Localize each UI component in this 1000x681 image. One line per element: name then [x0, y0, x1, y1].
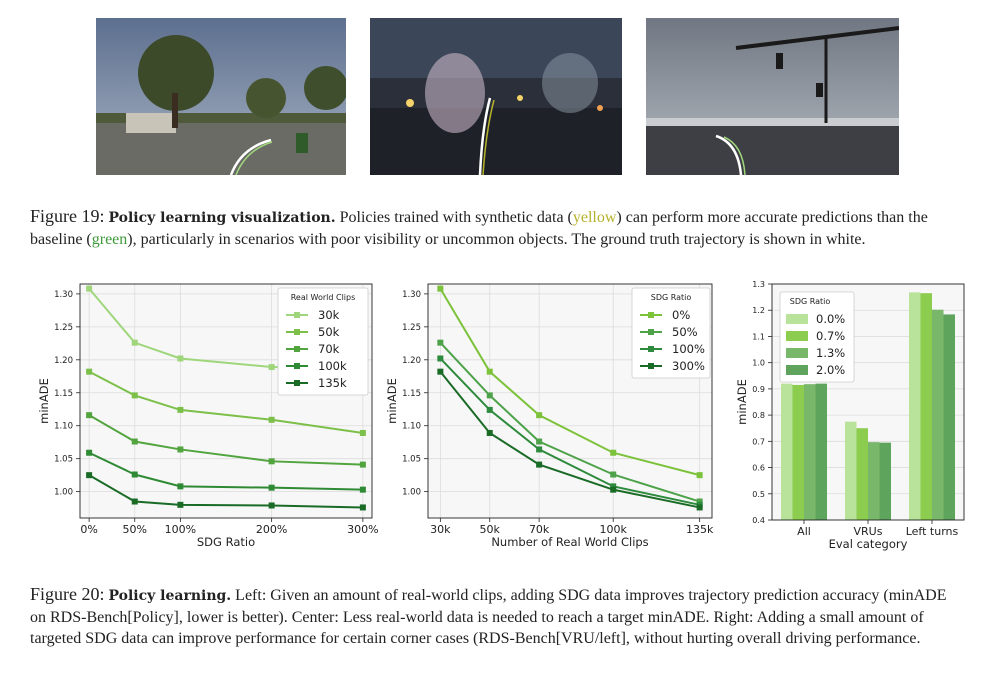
center-chart-x-tick-label: 70k	[528, 523, 550, 536]
left-chart-legend-label: 100k	[318, 359, 347, 373]
center-chart-data-point	[536, 462, 542, 468]
left-chart-x-tick-label: 300%	[347, 523, 379, 536]
left-chart-legend-label: 70k	[318, 342, 340, 356]
right-chart-x-tick-label: VRUs	[853, 525, 883, 538]
right-chart-y-tick-label: 0.5	[752, 489, 765, 499]
center-chart-legend-title: SDG Ratio	[650, 293, 692, 302]
center-chart-y-tick-label: 1.25	[402, 322, 421, 333]
right-chart-legend-label: 0.7%	[816, 329, 846, 343]
center-chart-data-point	[610, 487, 616, 493]
left-chart-data-point	[86, 472, 92, 478]
left-chart-x-tick-label: 50%	[122, 523, 147, 536]
left-chart-y-tick-label: 1.10	[54, 421, 73, 432]
left-chart-x-tick-label: 200%	[255, 523, 288, 536]
center-chart-x-tick-label: 30k	[430, 523, 451, 536]
left-chart-data-point	[269, 364, 275, 370]
right-chart-bar	[857, 428, 869, 520]
chart-minade-by-eval-category	[734, 280, 966, 556]
center-chart-data-point	[536, 439, 542, 445]
left-chart-data-point	[269, 458, 275, 464]
center-chart-data-point	[437, 369, 443, 375]
left-chart-data-point	[360, 504, 366, 510]
left-chart-x-tick-label: 0%	[80, 523, 98, 536]
left-chart-legend-label: 30k	[318, 308, 340, 322]
figure-20-text: Left: Given an amount of real-world clips, adding SDG data improves trajectory prediction accuracy (minADE on RDS-Bench[Policy], lower is better). Center: Less real-world data is needed to reach a target minADE. Right: Adding a small amount of targeted SDG data can improve performance for certain corner cases (RDS-Bench[VRU/left], without hurting overall driving performance.	[30, 587, 947, 647]
left-chart-y-tick-label: 1.15	[54, 388, 73, 399]
left-chart-data-point	[269, 502, 275, 508]
left-chart-data-point	[86, 450, 92, 456]
right-chart-y-tick-label: 0.7	[752, 437, 765, 447]
center-chart-legend-label: 50%	[672, 325, 698, 339]
figure-19-green-word: green	[91, 231, 128, 248]
right-chart-legend-title: SDG Ratio	[789, 297, 831, 306]
left-chart-data-point	[177, 407, 183, 413]
left-chart-data-point	[132, 340, 138, 346]
left-chart-data-point	[177, 502, 183, 508]
left-chart-data-point	[132, 392, 138, 398]
right-chart-y-tick-label: 0.9	[752, 384, 765, 394]
left-chart-data-point	[177, 446, 183, 452]
figure-19-text-c: ), particularly in scenarios with poor visibility or uncommon objects. The ground truth trajectory is shown in white.	[127, 231, 866, 248]
center-chart-x-tick-label: 135k	[685, 523, 714, 536]
chart-minade-vs-real-clips	[384, 280, 724, 556]
left-chart-y-tick-label: 1.05	[54, 454, 73, 465]
figure-19-label: Figure 19:	[30, 206, 105, 226]
center-chart-data-point	[437, 286, 443, 292]
right-chart-x-axis-label: Eval category	[828, 537, 908, 551]
figure-19-text-b: ) can perform more accurate predictions than the baseline (	[30, 209, 928, 248]
center-chart-data-point	[437, 340, 443, 346]
center-chart-legend-swatch-marker	[648, 329, 654, 335]
left-chart-legend-swatch-marker	[294, 363, 300, 369]
left-chart-legend-swatch-marker	[294, 312, 300, 318]
center-chart-data-point	[487, 430, 493, 436]
center-chart-y-tick-label: 1.30	[402, 289, 421, 300]
center-chart-y-tick-label: 1.10	[402, 421, 421, 432]
left-chart-legend-label: 50k	[318, 325, 340, 339]
left-chart-legend-swatch-marker	[294, 380, 300, 386]
center-chart-data-point	[697, 504, 703, 510]
left-chart-y-tick-label: 1.20	[54, 355, 73, 366]
right-chart-bar	[845, 422, 857, 520]
figure-19-yellow-word: yellow	[572, 209, 617, 226]
left-chart-data-point	[269, 417, 275, 423]
center-chart-legend-label: 100%	[672, 342, 705, 356]
left-chart-data-point	[86, 412, 92, 418]
figure-20-label: Figure 20:	[30, 584, 105, 604]
center-chart-data-point	[487, 392, 493, 398]
center-chart-data-point	[697, 472, 703, 478]
right-chart-y-tick-label: 1.1	[752, 332, 765, 342]
center-chart-data-point	[536, 412, 542, 418]
left-chart-legend-swatch-marker	[294, 346, 300, 352]
center-chart-y-tick-label: 1.20	[402, 355, 421, 366]
right-chart-legend-label: 1.3%	[816, 346, 846, 360]
driving-scene-photo-daytime	[96, 18, 346, 175]
right-chart-x-tick-label: All	[797, 525, 811, 538]
left-chart-legend-label: 135k	[318, 376, 347, 390]
center-chart-legend-label: 0%	[672, 308, 691, 322]
right-chart-legend-swatch	[786, 314, 808, 324]
left-chart-data-point	[269, 485, 275, 491]
right-chart-bar	[816, 384, 828, 520]
left-chart-data-point	[132, 439, 138, 445]
right-chart-bar	[932, 310, 944, 520]
right-chart-legend-swatch	[786, 365, 808, 375]
center-chart-x-tick-label: 100k	[599, 523, 627, 536]
right-chart-y-tick-label: 1.0	[752, 358, 765, 368]
center-chart-y-axis-label: minADE	[385, 378, 399, 424]
center-chart-legend-swatch-marker	[648, 363, 654, 369]
chart-minade-vs-sdg-ratio	[36, 280, 379, 556]
left-chart-y-tick-label: 1.25	[54, 322, 73, 333]
center-chart-y-tick-label: 1.00	[402, 487, 421, 498]
figure-20-caption	[30, 584, 966, 649]
left-chart-legend-title: Real World Clips	[290, 293, 356, 302]
right-chart-bar	[921, 293, 933, 520]
left-chart-x-axis-label: SDG Ratio	[196, 535, 256, 549]
center-chart-data-point	[487, 369, 493, 375]
center-chart-data-point	[437, 355, 443, 361]
right-chart-legend-swatch	[786, 348, 808, 358]
right-chart-bar	[880, 443, 892, 520]
left-chart-data-point	[177, 355, 183, 361]
right-chart-y-tick-label: 1.3	[752, 280, 765, 289]
left-chart-data-point	[132, 471, 138, 477]
center-chart-data-point	[536, 446, 542, 452]
center-chart-x-axis-label: Number of Real World Clips	[491, 535, 649, 549]
left-chart-y-tick-label: 1.30	[54, 289, 73, 300]
left-chart-y-axis-label: minADE	[37, 378, 51, 424]
center-chart-legend-swatch-marker	[648, 312, 654, 318]
left-chart-data-point	[86, 286, 92, 292]
left-chart-data-point	[360, 462, 366, 468]
driving-scene-photo-intersection	[646, 18, 899, 175]
right-chart-y-tick-label: 0.4	[752, 516, 765, 525]
left-chart-data-point	[177, 483, 183, 489]
right-chart-bar	[793, 385, 805, 520]
center-chart-y-tick-label: 1.15	[402, 388, 421, 399]
center-chart-data-point	[610, 471, 616, 477]
figure-19-text-a: Policies trained with synthetic data (	[335, 209, 573, 226]
center-chart-data-point	[610, 450, 616, 456]
left-chart-data-point	[86, 369, 92, 375]
center-chart-legend-label: 300%	[672, 359, 705, 373]
center-chart-x-tick-label: 50k	[479, 523, 500, 536]
right-chart-legend-label: 2.0%	[816, 363, 846, 377]
center-chart-legend-swatch-marker	[648, 346, 654, 352]
center-chart-y-tick-label: 1.05	[402, 454, 421, 465]
left-chart-legend-swatch-marker	[294, 329, 300, 335]
figure-19-title: Policy learning visualization.	[108, 210, 336, 226]
left-chart-data-point	[360, 430, 366, 436]
left-chart-x-tick-label: 100%	[164, 523, 197, 536]
right-chart-legend-label: 0.0%	[816, 312, 846, 326]
right-chart-x-tick-label: Left turns	[905, 525, 959, 538]
right-chart-y-tick-label: 0.8	[752, 411, 765, 421]
left-chart-data-point	[360, 487, 366, 493]
right-chart-bar	[781, 384, 793, 520]
right-chart-legend-swatch	[786, 331, 808, 341]
right-chart-bar	[868, 442, 880, 520]
left-chart-data-point	[132, 499, 138, 505]
figure-20-title: Policy learning.	[108, 588, 232, 604]
figure-19-caption	[30, 206, 966, 250]
right-chart-bar	[944, 314, 956, 520]
right-chart-y-axis-label: minADE	[735, 379, 749, 425]
right-chart-y-tick-label: 1.2	[752, 306, 765, 316]
left-chart-y-tick-label: 1.00	[54, 487, 73, 498]
right-chart-bar	[804, 384, 816, 520]
right-chart-y-tick-label: 0.6	[752, 463, 765, 473]
driving-scene-photo-night-rain	[370, 18, 622, 175]
center-chart-data-point	[487, 407, 493, 413]
right-chart-bar	[909, 292, 921, 520]
